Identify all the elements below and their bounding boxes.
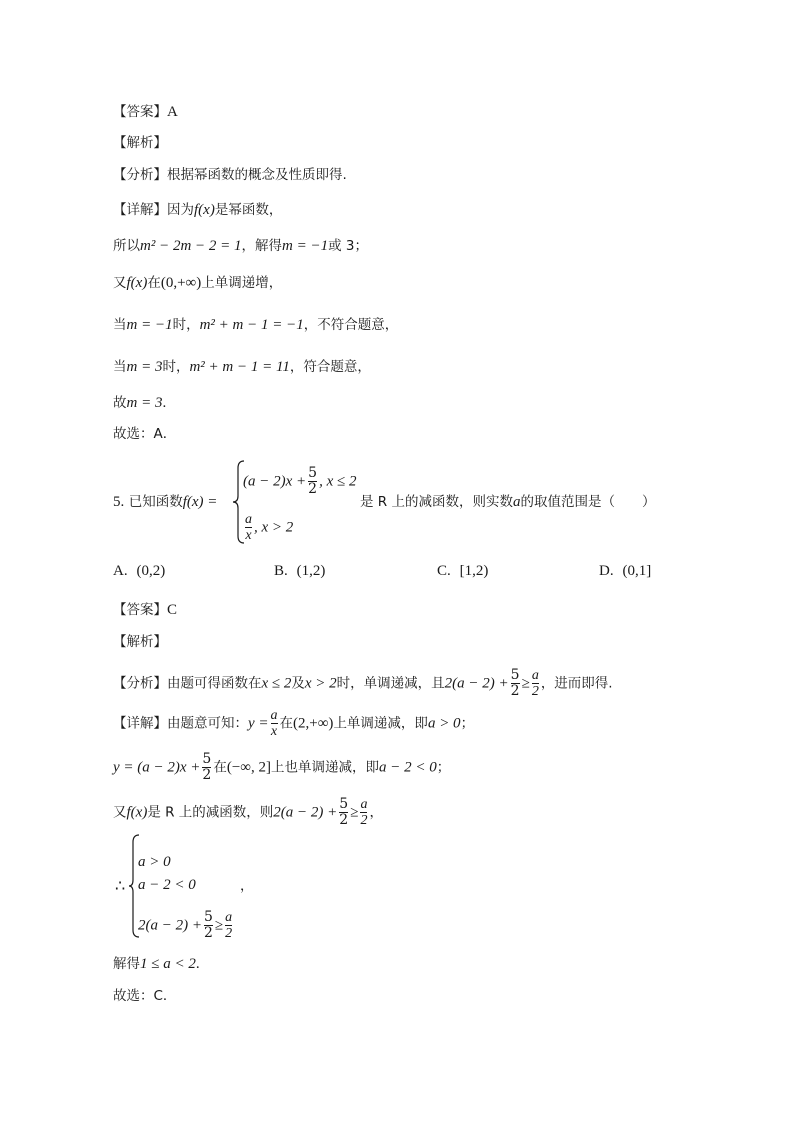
- text: 的取值范围是（ ）: [520, 494, 656, 510]
- text: 由题可得函数在: [167, 675, 262, 692]
- text: ；: [460, 715, 475, 732]
- text: 上单调递增，: [201, 275, 283, 291]
- q5-choose: 故选：C．: [113, 988, 177, 1004]
- math: m = 3: [126, 359, 163, 375]
- option-value: (0,2): [136, 563, 166, 579]
- math: a > 0: [427, 715, 461, 732]
- math: f(x): [126, 275, 148, 291]
- math: m² + m − 1 = −1: [199, 317, 304, 333]
- q5-answer-line: [113, 600, 177, 620]
- system-row-2: a − 2 < 0: [138, 877, 196, 893]
- denominator: 2: [360, 813, 368, 828]
- fraction: [204, 910, 213, 941]
- q4-detail-line-6: [113, 393, 166, 413]
- text: 是 R 上的减函数，则: [147, 804, 274, 821]
- numerator: a: [245, 512, 252, 527]
- math: y = (a − 2)x +: [113, 759, 201, 776]
- text: 故: [113, 395, 127, 411]
- option-label: C.: [437, 563, 451, 579]
- fraction: [308, 466, 317, 497]
- analysis-tag: 【解析】: [113, 634, 167, 650]
- text: .: [195, 956, 200, 972]
- math: ≥: [521, 675, 530, 692]
- question-number: 5.: [113, 494, 125, 510]
- xiangjie-tag: 【详解】: [113, 202, 167, 218]
- text: ，不符合题意，: [303, 317, 399, 333]
- option-label: B.: [274, 563, 288, 579]
- text: 或 3；: [328, 238, 368, 254]
- text: 解得: [113, 956, 140, 972]
- numerator: 5: [339, 796, 349, 812]
- option-value: (1,2): [296, 563, 326, 579]
- q5-case-1: [243, 466, 356, 497]
- numerator: a: [270, 708, 278, 723]
- fenxi-tag: 【分析】: [113, 675, 167, 692]
- denominator: 2: [308, 481, 318, 497]
- denominator: 2: [225, 926, 233, 941]
- text: 时，: [172, 317, 200, 333]
- text: 及: [291, 675, 305, 692]
- therefore-sign: ∴: [115, 876, 126, 895]
- numerator: a: [225, 910, 233, 925]
- fraction: [532, 668, 539, 699]
- text: 时，: [162, 359, 190, 375]
- fraction: [339, 797, 348, 828]
- option-value: [1,2): [459, 563, 489, 579]
- text: 当: [113, 317, 127, 333]
- answer-value: C: [167, 602, 178, 618]
- math: x ≤ 2: [261, 675, 292, 692]
- denominator: 2: [203, 925, 213, 941]
- text: 在: [279, 715, 294, 732]
- q4-detail-line-1: [113, 200, 282, 220]
- q4-detail-line-3: [113, 273, 282, 293]
- option-label: A.: [113, 563, 128, 579]
- fenxi-tag: 【分析】: [113, 167, 167, 183]
- answer-value: A: [167, 104, 178, 120]
- math: , x > 2: [254, 519, 294, 536]
- q5-case-2: [243, 512, 293, 543]
- text: ，: [369, 804, 383, 821]
- numerator: a: [360, 797, 368, 812]
- q4-answer-line: [113, 102, 178, 122]
- math: ≥: [214, 917, 224, 934]
- math: ≥: [350, 804, 359, 821]
- option-value: (0,1]: [622, 563, 652, 579]
- system-row-1: a > 0: [138, 854, 171, 870]
- math: (0,+∞): [160, 275, 202, 291]
- text: 上也单调递减，即: [271, 759, 379, 776]
- q4-detail-line-5: [113, 357, 371, 377]
- numerator: 5: [510, 667, 520, 683]
- system-row-3: [138, 910, 234, 941]
- text: ，符合题意，: [289, 359, 371, 375]
- text: 由题意可知：: [167, 715, 248, 732]
- math: (a − 2)x +: [243, 473, 307, 490]
- text: 又: [113, 275, 127, 291]
- math: 2(a − 2) +: [444, 675, 509, 692]
- q5-stem-left: [113, 492, 217, 512]
- text: 因为: [167, 202, 194, 218]
- answer-tag: 【答案】: [113, 104, 167, 120]
- option-b[interactable]: [274, 563, 325, 580]
- math: a: [512, 494, 521, 510]
- text: .: [162, 395, 167, 411]
- option-label: D.: [599, 563, 614, 579]
- text: ；: [436, 759, 451, 776]
- option-a[interactable]: [113, 563, 165, 580]
- math: 2(a − 2) +: [138, 917, 202, 934]
- math: x > 2: [304, 675, 337, 692]
- fenxi-text: 根据幂函数的概念及性质即得.: [167, 167, 347, 183]
- denominator: x: [270, 724, 278, 739]
- numerator: 5: [203, 909, 213, 925]
- fraction: [202, 752, 211, 783]
- denominator: 2: [202, 767, 212, 783]
- text: ，进而即得.: [540, 675, 613, 692]
- q5-detail-line-1: [113, 708, 474, 739]
- math: f(x): [194, 202, 215, 218]
- numerator: 5: [202, 751, 212, 767]
- math: f(x): [126, 804, 148, 821]
- text: 时，单调递减，且: [336, 675, 445, 692]
- text: 是幂函数，: [214, 202, 283, 218]
- answer-tag: 【答案】: [113, 602, 167, 618]
- q5-detail-line-2: [113, 752, 450, 783]
- numerator: a: [531, 668, 539, 683]
- denominator: 2: [531, 684, 539, 699]
- text: 上单调递减，即: [333, 715, 428, 732]
- q5-fenxi-line: [113, 668, 613, 699]
- q5-detail-line-3: [113, 797, 383, 828]
- text: 又: [113, 804, 127, 821]
- math: , x ≤ 2: [319, 473, 357, 490]
- math: m² + m − 1 = 11: [189, 359, 290, 375]
- option-c[interactable]: [437, 563, 488, 580]
- text: 当: [113, 359, 127, 375]
- text: ，解得: [241, 238, 283, 254]
- q4-choose: 故选：A．: [113, 426, 177, 442]
- math: f(x) =: [182, 494, 218, 510]
- text: 在: [147, 275, 161, 291]
- text: 是 R 上的减函数，则实数: [360, 494, 513, 510]
- denominator: 2: [510, 683, 520, 699]
- q5-stem-right: [360, 492, 655, 512]
- denominator: 2: [339, 812, 349, 828]
- math: m² − 2m − 2 = 1: [140, 238, 242, 254]
- fraction: [271, 708, 278, 739]
- math: m = −1: [282, 238, 329, 254]
- text: 已知函数: [128, 494, 183, 510]
- math: y =: [248, 715, 269, 732]
- q5-solve-line: [113, 954, 200, 974]
- math: m = 3: [126, 395, 163, 411]
- math: 1 ≤ a < 2: [140, 956, 196, 972]
- system-comma: ，: [240, 878, 254, 894]
- fraction: [511, 668, 520, 699]
- q4-detail-line-2: [113, 236, 368, 256]
- math: m = −1: [126, 317, 173, 333]
- numerator: 5: [308, 465, 318, 481]
- text: 在: [213, 759, 227, 776]
- math: a − 2 < 0: [379, 759, 437, 776]
- q4-detail-line-4: [113, 315, 398, 335]
- math: (2,+∞): [293, 715, 334, 732]
- analysis-tag: 【解析】: [113, 135, 167, 151]
- xiangjie-tag: 【详解】: [113, 715, 167, 732]
- math: (−∞, 2]: [226, 759, 271, 776]
- fraction: [225, 910, 232, 941]
- text: 所以: [113, 238, 140, 254]
- denominator: x: [245, 528, 252, 543]
- option-d[interactable]: [599, 563, 651, 580]
- fraction: [245, 512, 252, 543]
- math: 2(a − 2) +: [273, 804, 338, 821]
- q4-fenxi-line: [113, 165, 347, 185]
- fraction: [360, 797, 367, 828]
